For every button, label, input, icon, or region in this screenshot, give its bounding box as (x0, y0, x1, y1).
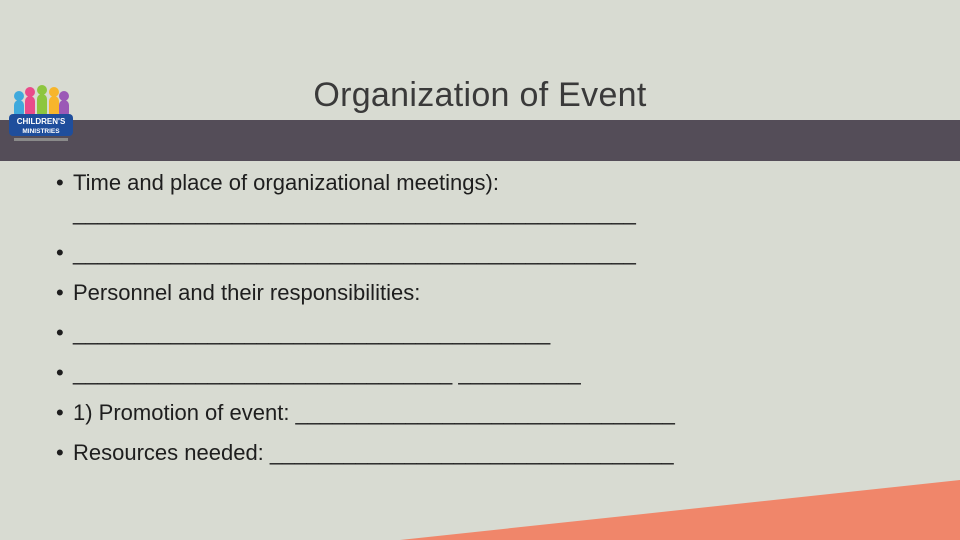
bullet-text: Resources needed: _________________________________ (73, 440, 674, 465)
bullet-text: Personnel and their responsibilities: (73, 280, 421, 305)
bullet-marker: • (56, 440, 64, 465)
bullet-list (56, 168, 916, 478)
bullet-marker: • (56, 170, 64, 195)
bullet-item (56, 168, 916, 228)
accent-corner-shape (400, 480, 960, 540)
bullet-item (56, 278, 916, 308)
bullet-marker: • (56, 280, 64, 305)
bullet-item (56, 318, 916, 348)
bullet-text: Time and place of organizational meetings): ______________________________________________ (73, 170, 636, 225)
bullet-item (56, 358, 916, 388)
bullet-text: _______________________________________ (73, 320, 551, 345)
svg-text:CHILDREN'S: CHILDREN'S (16, 117, 66, 126)
bullet-text: _______________________________ __________ (73, 360, 581, 385)
bullet-marker: • (56, 360, 64, 385)
slide-title: Organization of Event (313, 76, 647, 114)
bullet-item (56, 238, 916, 268)
bullet-marker: • (56, 320, 64, 345)
title-band (0, 120, 960, 161)
bullet-marker: • (56, 400, 64, 425)
svg-text:MINISTRIES: MINISTRIES (22, 128, 60, 135)
bullet-text: 1) Promotion of event: _______________________________ (73, 400, 675, 425)
bullet-marker: • (56, 240, 64, 265)
bullet-item (56, 398, 916, 428)
bullet-text: ______________________________________________ (73, 240, 636, 265)
bullet-item (56, 438, 916, 468)
